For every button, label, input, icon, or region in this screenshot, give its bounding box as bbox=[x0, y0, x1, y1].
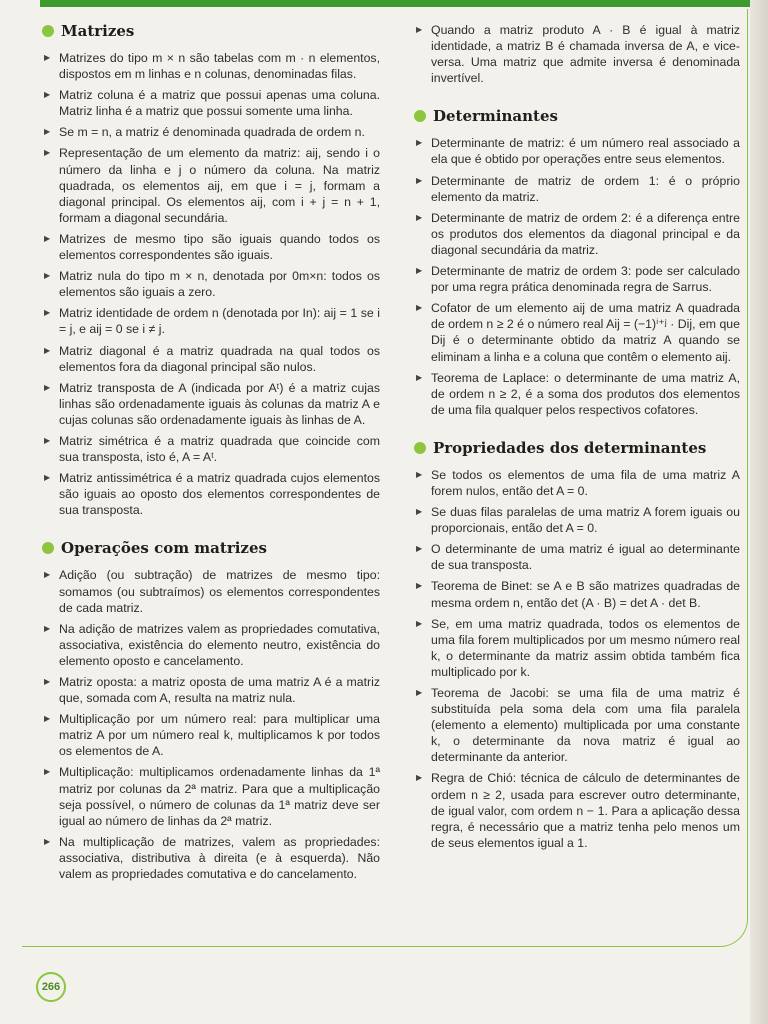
list-item: ▶ Cofator de um elemento aij de uma matriz A quadrada de ordem n ≥ 2 é o número real Aij = (−1)ⁱ⁺ʲ · Dij, em que Dij é o determinante obtido da matriz A quando se eliminam a linha e a coluna que contêm o elemento aij. bbox=[414, 300, 740, 364]
list-item: ▶ Matriz antissimétrica é a matriz quadrada cujos elementos são iguais ao oposto dos elementos correspondentes de sua transposta. bbox=[42, 470, 380, 518]
list-item: ▶ O determinante de uma matriz é igual ao determinante de sua transposta. bbox=[414, 541, 740, 573]
list-item: ▶ Matrizes do tipo m × n são tabelas com m · n elementos, dispostos em m linhas e n colunas, denominadas filas. bbox=[42, 50, 380, 82]
intro-list bbox=[414, 22, 740, 86]
list-item: ▶ Matrizes de mesmo tipo são iguais quando todos os elementos correspondentes são iguais. bbox=[42, 231, 380, 263]
list-item: ▶ Matriz oposta: a matriz oposta de uma matriz A é a matriz que, somada com A, resulta na matriz nula. bbox=[42, 674, 380, 706]
bullet-dot-icon bbox=[42, 542, 54, 554]
matrizes-list bbox=[42, 50, 380, 518]
page-number: 266 bbox=[36, 972, 66, 1002]
list-item: ▶ Quando a matriz produto A · B é igual à matriz identidade, a matriz B é chamada inversa de A, e vice-versa. Uma matriz que admite inversa é denominada invertível. bbox=[414, 22, 740, 86]
list-item: ▶ Determinante de matriz de ordem 1: é o próprio elemento da matriz. bbox=[414, 173, 740, 205]
list-item: ▶ Matriz coluna é a matriz que possui apenas uma coluna. Matriz linha é a matriz que possui somente uma linha. bbox=[42, 87, 380, 119]
list-item: ▶ Se, em uma matriz quadrada, todos os elementos de uma fila forem multiplicados por um mesmo número real k, o determinante da matriz assim obtida também fica multiplicado por k. bbox=[414, 616, 740, 680]
section-heading-matrizes bbox=[42, 22, 380, 40]
propriedades-list bbox=[414, 467, 740, 851]
section-title: Operações com matrizes bbox=[61, 539, 267, 558]
list-item: ▶ Matriz identidade de ordem n (denotada por In): aij = 1 se i = j, e aij = 0 se i ≠ j. bbox=[42, 305, 380, 337]
top-color-bar bbox=[40, 0, 768, 7]
left-column bbox=[42, 22, 380, 887]
list-item: ▶ Regra de Chió: técnica de cálculo de determinantes de ordem n ≥ 2, usada para escrever outro determinante, de igual valor, com ordem n − 1. Para a aplicação dessa regra, é necessário que a matriz tenha pelo menos um de seus elementos igual a 1. bbox=[414, 770, 740, 850]
section-heading-propriedades bbox=[414, 439, 740, 457]
determinantes-list bbox=[414, 135, 740, 418]
right-column bbox=[414, 22, 740, 856]
bullet-dot-icon bbox=[414, 442, 426, 454]
list-item: ▶ Multiplicação: multiplicamos ordenadamente linhas da 1ª matriz por colunas da 2ª matriz. Para que a multiplicação seja possível, o número de colunas da 1ª matriz deve ser igual ao número de linhas da 2ª matriz. bbox=[42, 764, 380, 828]
bullet-dot-icon bbox=[414, 110, 426, 122]
list-item: ▶ Teorema de Jacobi: se uma fila de uma matriz é substituída pela soma dela com uma fila paralela (elemento a elemento) multiplicada por uma constante k, o determinante da nova matriz é igual ao determinante da anterior. bbox=[414, 685, 740, 765]
section-title: Propriedades dos determinantes bbox=[433, 438, 707, 457]
list-item: ▶ Se todos os elementos de uma fila de uma matriz A forem nulos, então det A = 0. bbox=[414, 467, 740, 499]
list-item: ▶ Determinante de matriz de ordem 2: é a diferença entre os produtos dos elementos da diagonal principal e da diagonal secundária da matriz. bbox=[414, 210, 740, 258]
list-item: ▶ Teorema de Laplace: o determinante de uma matriz A, de ordem n ≥ 2, é a soma dos produtos dos elementos de uma fila qualquer pelos respectivos cofatores. bbox=[414, 370, 740, 418]
list-item: ▶ Matriz transposta de A (indicada por Aᵗ) é a matriz cujas linhas são ordenadamente iguais às colunas da matriz A e cujas colunas são ordenadamente iguais às linhas de A. bbox=[42, 380, 380, 428]
section-title: Determinantes bbox=[433, 107, 558, 126]
list-item: ▶ Se duas filas paralelas de uma matriz A forem iguais ou proporcionais, então det A = 0. bbox=[414, 504, 740, 536]
bullet-dot-icon bbox=[42, 25, 54, 37]
list-item: ▶ Multiplicação por um número real: para multiplicar uma matriz A por um número real k, multiplicamos k por todos os elementos de A. bbox=[42, 711, 380, 759]
operacoes-list bbox=[42, 567, 380, 882]
list-item: ▶ Representação de um elemento da matriz: aij, sendo i o número da linha e j o número da coluna. Na matriz quadrada, os elementos aij, em que i = j, formam a diagonal principal. Os elementos aij, com i + j = n + 1, formam a diagonal secundária. bbox=[42, 145, 380, 225]
list-item: ▶ Determinante de matriz: é um número real associado a ela que é obtido por operações entre seus elementos. bbox=[414, 135, 740, 167]
list-item: ▶ Determinante de matriz de ordem 3: pode ser calculado por uma regra prática denominada regra de Sarrus. bbox=[414, 263, 740, 295]
list-item: ▶ Matriz diagonal é a matriz quadrada na qual todos os elementos fora da diagonal principal são nulos. bbox=[42, 343, 380, 375]
list-item: ▶ Teorema de Binet: se A e B são matrizes quadradas de mesma ordem n, então det (A · B) = det A · det B. bbox=[414, 578, 740, 610]
section-heading-determinantes bbox=[414, 107, 740, 125]
list-item: ▶ Adição (ou subtração) de matrizes de mesmo tipo: somamos (ou subtraímos) os elementos correspondentes de cada matriz. bbox=[42, 567, 380, 615]
section-heading-operacoes bbox=[42, 539, 380, 557]
list-item: ▶ Matriz nula do tipo m × n, denotada por 0m×n: todos os elementos são iguais a zero. bbox=[42, 268, 380, 300]
list-item: ▶ Se m = n, a matriz é denominada quadrada de ordem n. bbox=[42, 124, 380, 140]
section-title: Matrizes bbox=[61, 22, 135, 40]
list-item: ▶ Matriz simétrica é a matriz quadrada que coincide com sua transposta, isto é, A = Aᵗ. bbox=[42, 433, 380, 465]
book-edge bbox=[750, 0, 768, 1024]
list-item: ▶ Na adição de matrizes valem as propriedades comutativa, associativa, existência do elemento neutro, existência do elemento oposto e cancelamento. bbox=[42, 621, 380, 669]
list-item: ▶ Na multiplicação de matrizes, valem as propriedades: associativa, distributiva à direita (e à esquerda). Não valem as propriedades comutativa e do cancelamento. bbox=[42, 834, 380, 882]
